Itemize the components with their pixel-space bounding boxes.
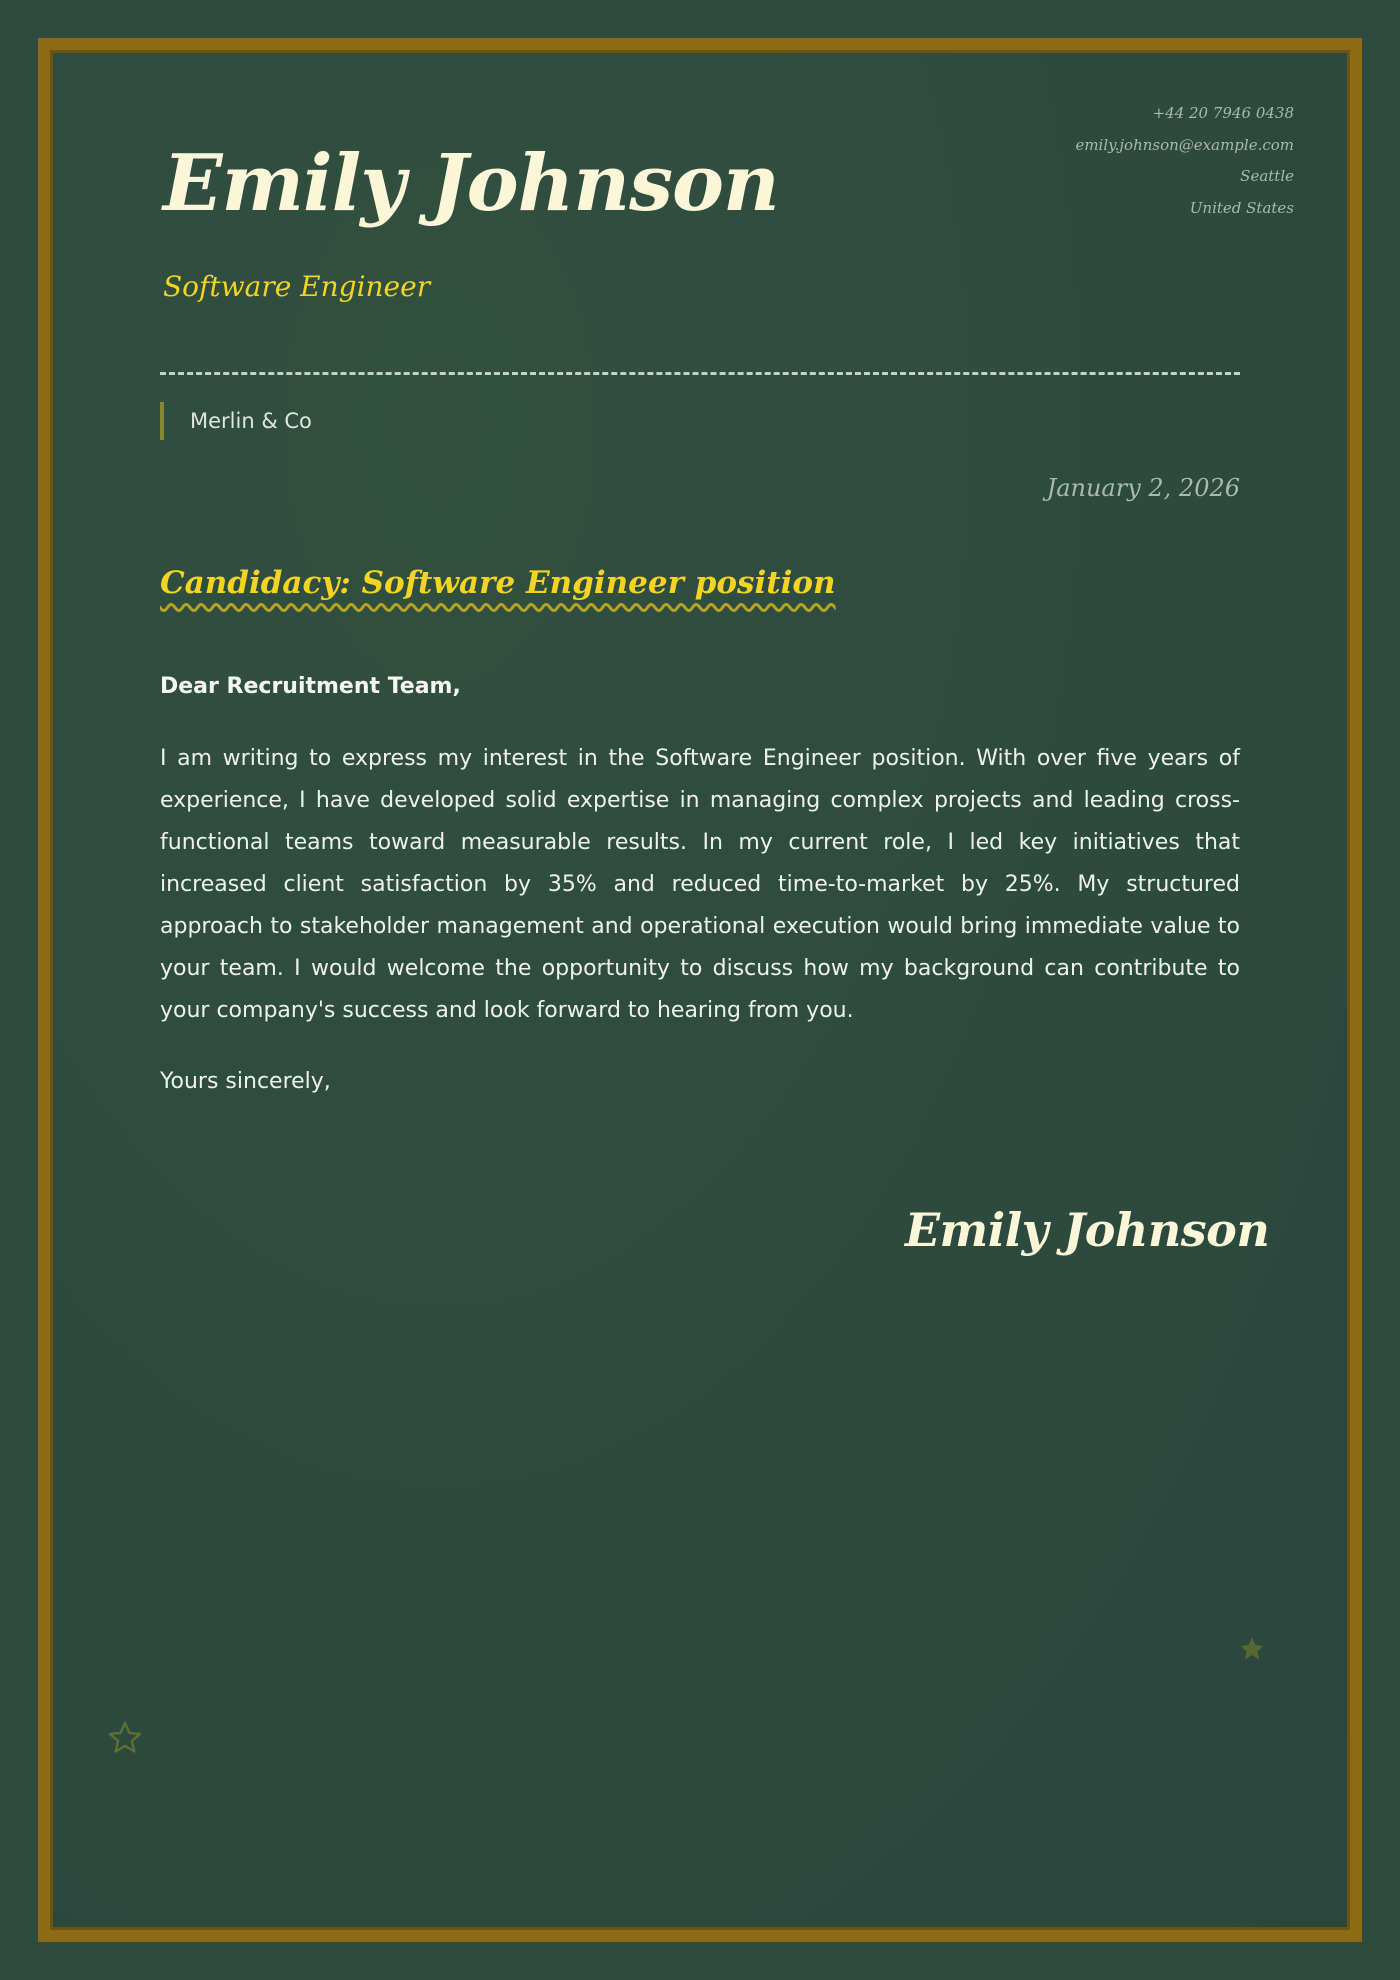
letter-closing: Yours sincerely, [160, 1069, 331, 1094]
contact-email: emily.johnson@example.com [1075, 135, 1294, 154]
contact-phone: +44 20 7946 0438 [1152, 104, 1294, 122]
letter-subject: Candidacy: Software Engineer position [160, 565, 836, 601]
recipient-company: Merlin & Co [160, 402, 312, 440]
contact-city: Seattle [1240, 167, 1294, 185]
star-filled-icon [1238, 1635, 1266, 1663]
header-divider [160, 372, 1240, 375]
contact-country: United States [1189, 198, 1294, 217]
signature: Emily Johnson [905, 1203, 1270, 1257]
sender-name: Emily Johnson [163, 138, 779, 229]
letter-date: January 2, 2026 [1046, 474, 1240, 502]
letter-body: I am writing to express my interest in the Software Engineer position. With over five years of experience, I have developed solid expertise in managing complex projects and leading cross-functional teams toward measurable results. In my current role, I led key initiatives that increased client satisfaction by 35% and reduced time-to-market by 25%. My structured approach to stakeholder management and operational execution would bring immediate value to your team. I would welcome the opportunity to discuss how my background can contribute to your company's success and look forward to hearing from you. [160, 746, 1240, 1023]
letter-salutation: Dear Recruitment Team, [160, 674, 461, 699]
contact-block [1075, 98, 1294, 224]
sender-job-title: Software Engineer [163, 270, 431, 303]
star-outline-icon [107, 1720, 143, 1756]
